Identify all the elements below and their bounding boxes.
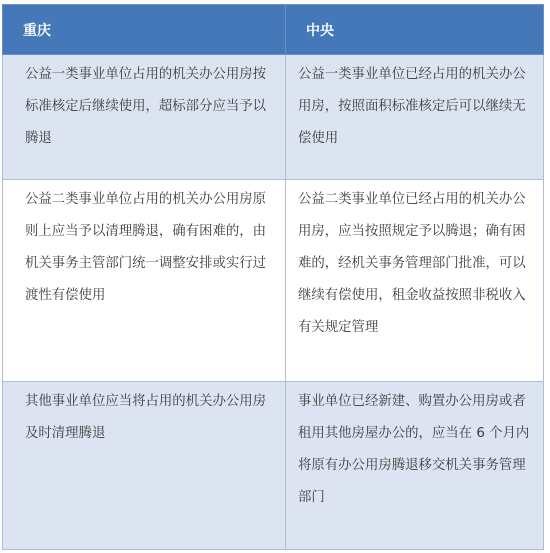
central-policy-cell: 公益二类事业单位已经占用的机关办公用房，应当按照规定予以腾退；确有困难的，经机关事务管理部门批准，可以继续有偿使用，租金收益按照非税收入有关规定管理 bbox=[286, 180, 544, 382]
header-central: 中央 bbox=[286, 5, 544, 55]
chongqing-policy-cell: 其他事业单位应当将占用的机关办公用房及时清理腾退 bbox=[3, 382, 286, 550]
central-policy-cell: 公益一类事业单位已经占用的机关办公用房，按照面积标准核定后可以继续无偿使用 bbox=[286, 55, 544, 180]
table-row bbox=[3, 382, 544, 550]
chongqing-policy-cell: 公益一类事业单位占用的机关办公用房按标准核定后继续使用，超标部分应当予以腾退 bbox=[3, 55, 286, 180]
central-policy-cell: 事业单位已经新建、购置办公用房或者租用其他房屋办公的，应当在 6 个月内将原有办公用房腾退移交机关事务管理部门 bbox=[286, 382, 544, 550]
chongqing-policy-cell: 公益二类事业单位占用的机关办公用房原则上应当予以清理腾退，确有困难的，由机关事务主管部门统一调整安排或实行过渡性有偿使用 bbox=[3, 180, 286, 382]
header-chongqing: 重庆 bbox=[3, 5, 286, 55]
table-header-row bbox=[3, 5, 544, 55]
comparison-table bbox=[2, 4, 544, 550]
table-row bbox=[3, 55, 544, 180]
table-row bbox=[3, 180, 544, 382]
